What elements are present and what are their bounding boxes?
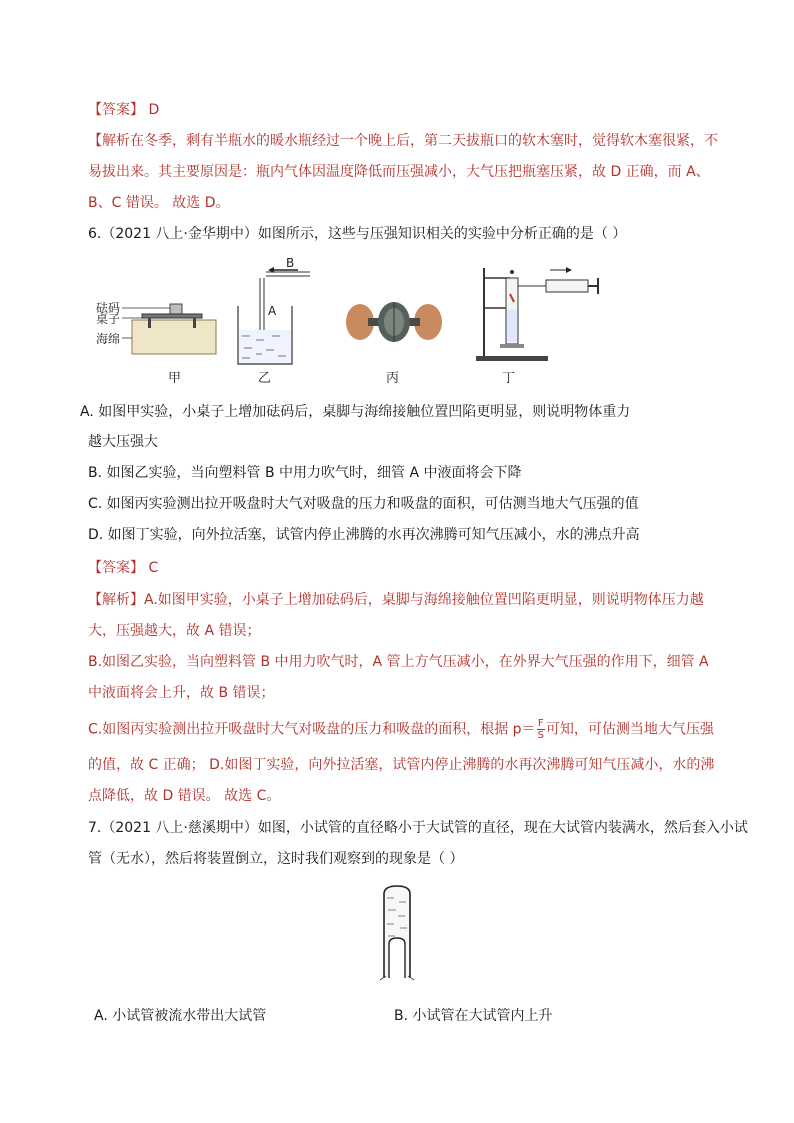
q6-analysis-line-3: B.如图乙实验，当向塑料管 B 中用力吹气时，A 管上方气压减小，在外界大气压强的作用下，细管 A — [88, 654, 709, 670]
q5-analysis-line-3: B、C 错误。 故选 D。 — [88, 195, 230, 211]
caption-yi: 乙 — [258, 371, 272, 386]
label-table: 桌子 — [96, 312, 121, 326]
q6-analysis-line-7: 点降低，故 D 错误。 故选 C。 — [88, 788, 281, 804]
q6-option-a: A. 如图甲实验，小桌子上增加砝码后，桌脚与海绵接触位置凹陷更明显，则说明物体重力 — [80, 404, 631, 420]
figure-ding — [470, 260, 604, 364]
q6-analysis-line-4: 中液面将会上升，故 B 错误； — [88, 685, 275, 701]
caption-jia: 甲 — [168, 371, 182, 386]
q7-option-a: A. 小试管被流水带出大试管 — [94, 1008, 267, 1024]
figure-jia — [96, 262, 222, 374]
q7-stem-line-1: 7.（2021 八上·慈溪期中）如图，小试管的直径略小于大试管的直径，现在大试管内装满水，然后套入小试 — [88, 820, 748, 836]
figure-bing-drawing — [346, 288, 442, 352]
label-tube-a: A — [268, 304, 277, 318]
caption-bing: 丙 — [386, 371, 400, 386]
answer-value: C — [144, 560, 159, 576]
answer-value: D — [144, 102, 160, 118]
q6-analysis-line-2: 大，压强越大，故 A 错误； — [88, 623, 261, 639]
q5-analysis-line-1: 【解析在冬季，剩有半瓶水的暖水瓶经过一个晚上后，第二天拔瓶口的软木塞时，觉得软木塞很紧，不 — [88, 133, 718, 149]
pressure-formula-fraction — [537, 718, 545, 741]
caption-ding: 丁 — [502, 371, 516, 386]
answer-label: 【答案】 — [88, 102, 144, 118]
figure-ding-drawing — [470, 260, 604, 364]
q6-option-b: B. 如图乙实验，当向塑料管 B 中用力吹气时，细管 A 中液面将会下降 — [88, 465, 522, 481]
q6-answer — [88, 558, 158, 578]
figure-bing — [346, 288, 442, 352]
label-tube-b: B — [286, 256, 295, 270]
q7-stem-line-2: 管（无水），然后将装置倒立，这时我们观察到的现象是（ ） — [88, 851, 464, 867]
q6-option-d: D. 如图丁实验，向外拉活塞，试管内停止沸腾的水再次沸腾可知气压减小，水的沸点升高 — [88, 527, 640, 543]
q6-option-a-cont: 越大压强大 — [88, 434, 158, 450]
q5-analysis-line-2: 易拔出来。其主要原因是：瓶内气体因温度降低而压强减小，大气压把瓶塞压紧，故 D 正确，而 A、 — [88, 164, 710, 180]
figure-q7-test-tubes — [372, 882, 422, 984]
q6-analysis-line-6: 的值，故 C 正确； D.如图丁实验，向外拉活塞，试管内停止沸腾的水再次沸腾可知气压减小，水的沸 — [88, 757, 715, 773]
answer-label: 【答案】 — [88, 560, 144, 576]
analysis-l5-post: 可知，可估测当地大气压强 — [545, 721, 714, 738]
label-weight: 砝码 — [96, 301, 121, 315]
q5-answer — [88, 100, 159, 120]
label-sponge: 海绵 — [96, 332, 121, 346]
analysis-l5-pre: C.如图丙实验测出拉开吸盘时大气对吸盘的压力和吸盘的面积，根据 p＝ — [88, 721, 536, 738]
q6-option-c: C. 如图丙实验测出拉开吸盘时大气对吸盘的压力和吸盘的面积，可估测当地大气压强的值 — [88, 496, 639, 512]
q6-analysis-line-5 — [88, 718, 714, 741]
q6-analysis-line-1: 【解析】A.如图甲实验，小桌子上增加砝码后，桌脚与海绵接触位置凹陷更明显，则说明物体压力越 — [88, 592, 704, 608]
fraction-numerator: F — [537, 718, 544, 729]
fraction-denominator: S — [537, 730, 544, 741]
figure-yi — [230, 256, 320, 370]
q7-option-b: B. 小试管在大试管内上升 — [394, 1008, 553, 1024]
figure-q7-drawing — [372, 882, 422, 984]
q6-stem: 6.（2021 八上·金华期中）如图所示，这些与压强知识相关的实验中分析正确的是（ ） — [88, 226, 627, 242]
